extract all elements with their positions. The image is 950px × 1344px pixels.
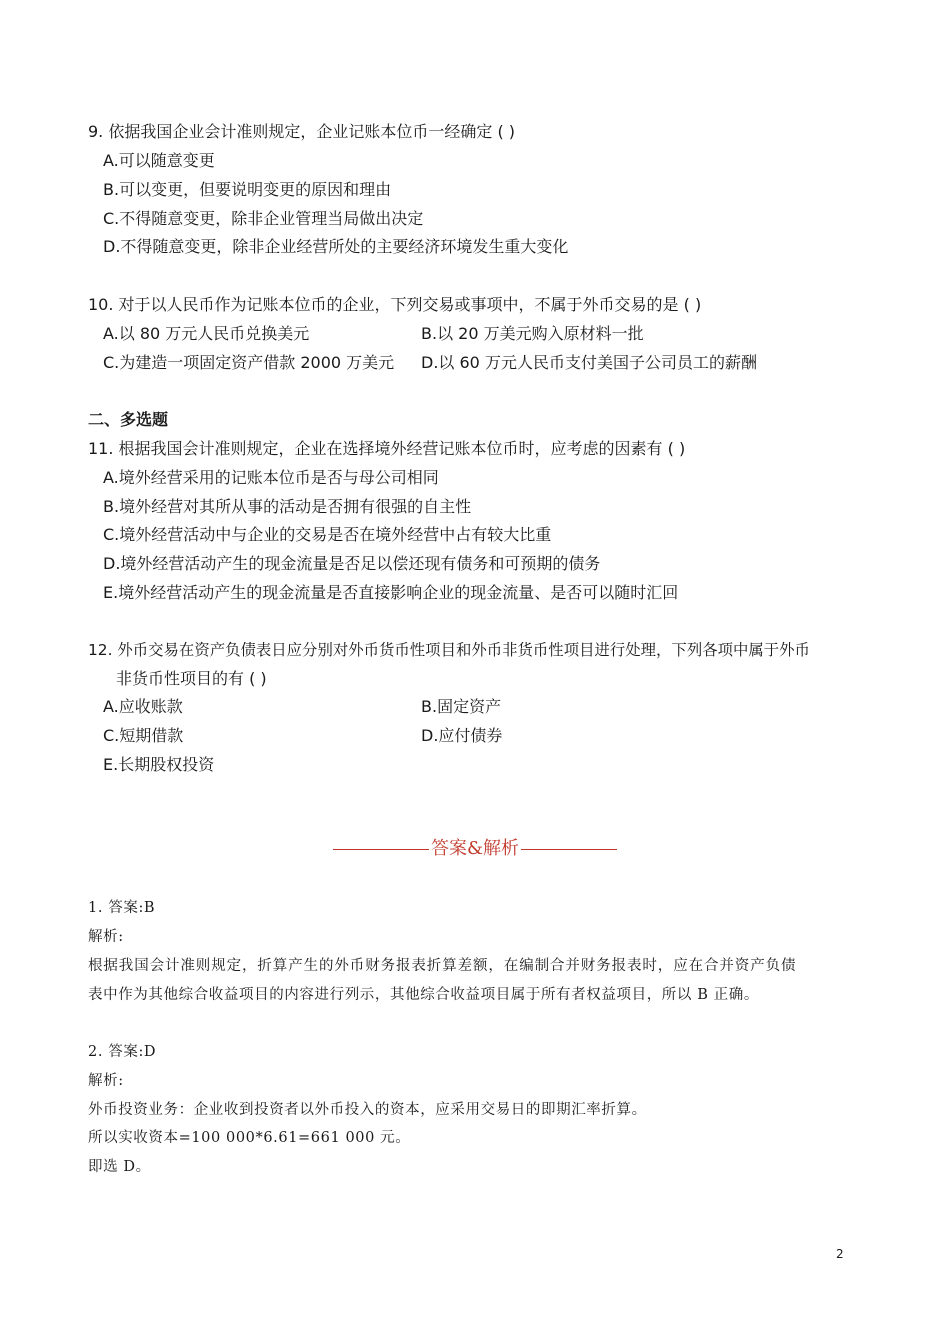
answer-2-text-line1: 外币投资业务：企业收到投资者以外币投入的资本，应采用交易日的即期汇率折算。 bbox=[88, 1102, 647, 1118]
question-12-stem-line2: 非货币性项目的有 ( ) bbox=[116, 669, 267, 688]
question-11-option-b: B.境外经营对其所从事的活动是否拥有很强的自主性 bbox=[103, 497, 472, 516]
page-number: 2 bbox=[836, 1247, 844, 1261]
section-heading-multiple-choice: 二、多选题 bbox=[88, 410, 169, 429]
question-9-option-c: C.不得随意变更，除非企业管理当局做出决定 bbox=[103, 209, 424, 228]
question-11-option-c: C.境外经营活动中与企业的交易是否在境外经营中占有较大比重 bbox=[103, 525, 552, 544]
answer-2-label: 2. 答案:D bbox=[88, 1044, 157, 1060]
answers-title: 答案&解析 bbox=[430, 838, 520, 859]
question-9-stem: 9. 依据我国企业会计准则规定，企业记账本位币一经确定 ( ) bbox=[88, 122, 516, 141]
answer-2-text-line3: 即选 D。 bbox=[88, 1159, 151, 1175]
question-10-option-b: B.以 20 万美元购入原材料一批 bbox=[421, 324, 644, 343]
answer-2-analysis-label: 解析: bbox=[88, 1073, 124, 1089]
answers-divider bbox=[0, 836, 950, 862]
question-12-option-a: A.应收账款 bbox=[103, 697, 183, 716]
question-11-stem: 11. 根据我国会计准则规定，企业在选择境外经营记账本位币时，应考虑的因素有 ( ) bbox=[88, 439, 686, 458]
question-9-option-a: A.可以随意变更 bbox=[103, 151, 215, 170]
answer-1-text-line2: 表中作为其他综合收益项目的内容进行列示，其他综合收益项目属于所有者权益项目，所以 B 正确。 bbox=[88, 987, 759, 1003]
question-11-option-a: A.境外经营采用的记账本位币是否与母公司相同 bbox=[103, 468, 439, 487]
question-10-option-d: D.以 60 万元人民币支付美国子公司员工的薪酬 bbox=[421, 353, 757, 372]
question-10-option-a: A.以 80 万元人民币兑换美元 bbox=[103, 324, 310, 343]
question-12-option-c: C.短期借款 bbox=[103, 726, 184, 745]
question-10-option-c: C.为建造一项固定资产借款 2000 万美元 bbox=[103, 353, 395, 372]
question-12-stem-line1: 12. 外币交易在资产负债表日应分别对外币货币性项目和外币非货币性项目进行处理，下列各项中属于外币 bbox=[88, 641, 810, 659]
answer-1-text-line1: 根据我国会计准则规定，折算产生的外币财务报表折算差额，在编制合并财务报表时，应在合并资产负债 bbox=[88, 958, 797, 974]
answer-1-analysis-label: 解析: bbox=[88, 929, 124, 945]
answer-1-label: 1. 答案:B bbox=[88, 900, 156, 916]
question-9-option-d: D.不得随意变更，除非企业经营所处的主要经济环境发生重大变化 bbox=[103, 237, 569, 256]
question-11-option-d: D.境外经营活动产生的现金流量是否足以偿还现有债务和可预期的债务 bbox=[103, 554, 601, 573]
question-12-option-b: B.固定资产 bbox=[421, 697, 502, 716]
question-10-stem: 10. 对于以人民币作为记账本位币的企业，下列交易或事项中，不属于外币交易的是 ( ) bbox=[88, 295, 702, 314]
question-12-option-d: D.应付债券 bbox=[421, 726, 503, 745]
answer-2-text-line2: 所以实收资本=100 000*6.61=661 000 元。 bbox=[88, 1130, 411, 1146]
question-12-option-e: E.长期股权投资 bbox=[103, 755, 215, 774]
question-11-option-e: E.境外经营活动产生的现金流量是否直接影响企业的现金流量、是否可以随时汇回 bbox=[103, 583, 679, 602]
question-9-option-b: B.可以变更，但要说明变更的原因和理由 bbox=[103, 180, 392, 199]
